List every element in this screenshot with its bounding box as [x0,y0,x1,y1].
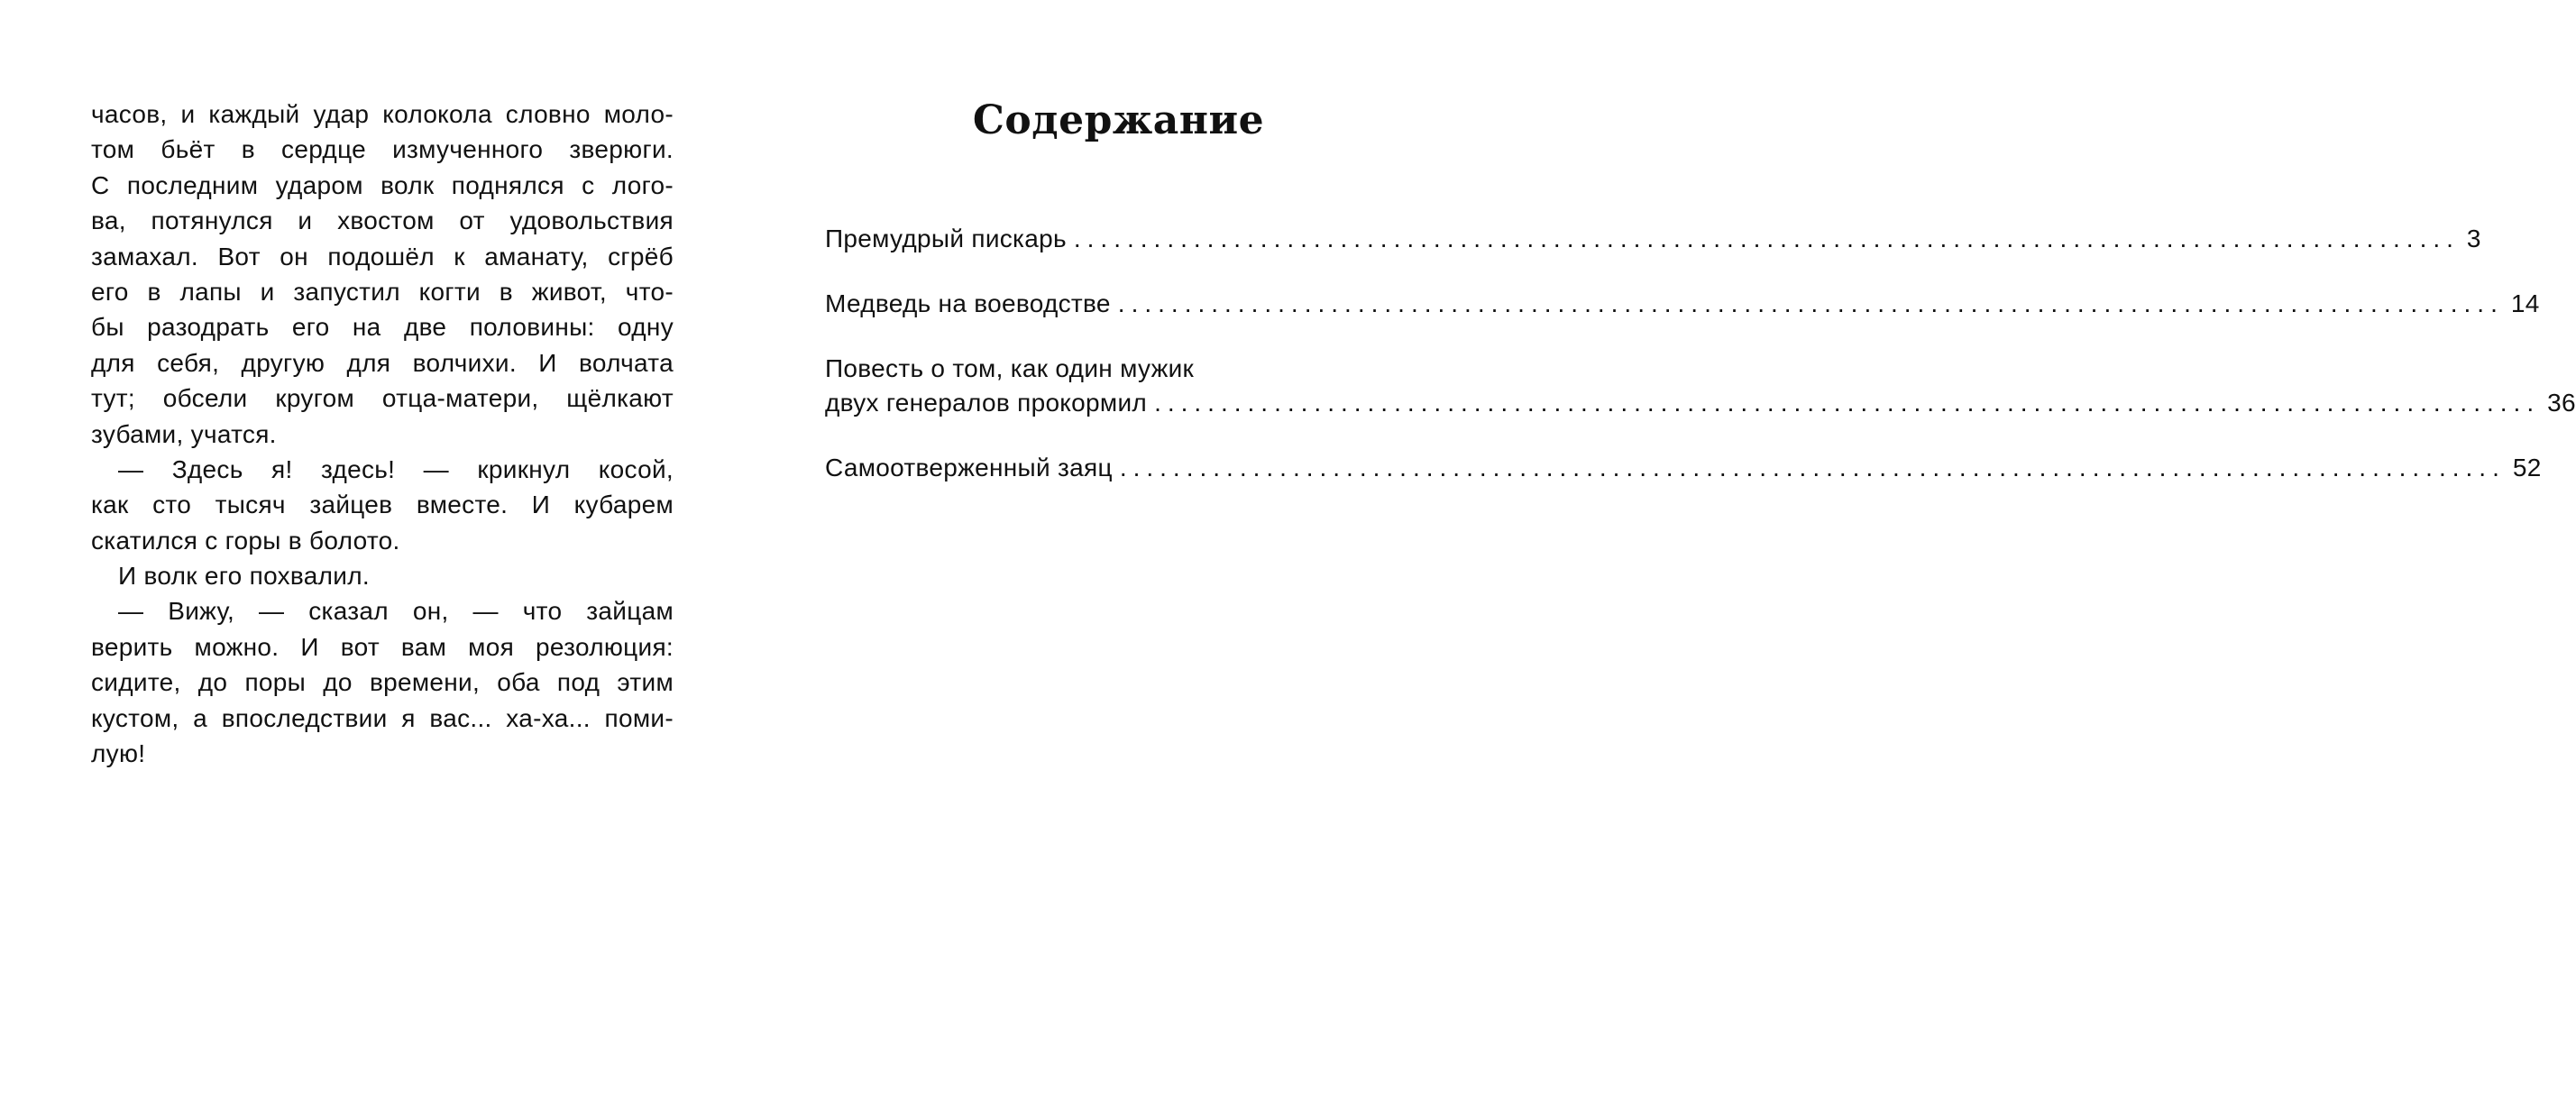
text-line: С последним ударом волк поднялся с лого- [91,170,674,199]
text-line: часов, и каждый удар колокола словно моло- [91,100,674,128]
toc-page-number: 36 [2547,389,2576,417]
text-line: скатился с горы в болото. [91,526,400,555]
toc-page-number: 52 [2512,454,2542,482]
story-text [91,96,674,771]
text-line: И волк его похвалил. [118,562,370,591]
text-line: замахал. Вот он подошёл к аманату, сгрёб [91,242,674,271]
text-line: том бьёт в сердце измученного зверюги. [91,135,674,164]
toc-entry-title: Премудрый пискарь [825,225,1067,252]
toc-entry-title: двух генералов прокормил [825,389,1148,417]
text-line: тут; обсели кругом отца-матери, щёлкают [91,384,674,413]
text-line: верить можно. И вот вам моя резолюция: [91,632,674,661]
toc-entry-title: Самоотверженный заяц [825,454,1113,482]
toc-entry[interactable] [825,451,2542,485]
text-line: его в лапы и запустил когти в живот, что- [91,277,674,306]
text-line: как сто тысяч зайцев вместе. И кубарем [91,491,674,519]
toc-page-number: 3 [2466,225,2481,252]
table-of-contents [825,222,2576,516]
toc-page-number: 14 [2510,289,2540,317]
text-line: ва, потянулся и хвостом от удовольствия [91,206,674,235]
toc-entry[interactable] [825,287,2540,321]
text-line: зубами, учатся. [91,419,277,448]
toc-dot-leader: ........................................................................................................ [1119,454,2506,482]
text-line: для себя, другую для волчихи. И волчата [91,348,674,377]
toc-dot-leader: ........................................................................................................ [1073,225,2460,252]
text-line: кустом, а впоследствии я вас... ха-ха... поми- [91,703,674,732]
text-line: бы разодрать его на две половины: одну [91,313,674,342]
toc-entry[interactable] [825,352,2576,420]
toc-entry-title: Медведь на воеводстве [825,289,1111,317]
toc-entry[interactable] [825,222,2481,256]
text-line: сидите, до поры до времени, оба под этим [91,668,674,697]
toc-dot-leader: ........................................................................................................ [1154,389,2541,417]
text-line: лую! [91,739,146,768]
right-page [746,0,2576,1119]
text-line: — Здесь я! здесь! — крикнул косой, [118,454,674,483]
toc-dot-leader: ........................................................................................................ [1117,289,2504,317]
toc-entry-title-line: Повесть о том, как один мужик [825,354,1195,382]
text-line: — Вижу, — сказал он, — что зайцам [118,597,674,626]
left-page [0,0,746,1119]
page-title: Содержание [972,97,1265,143]
